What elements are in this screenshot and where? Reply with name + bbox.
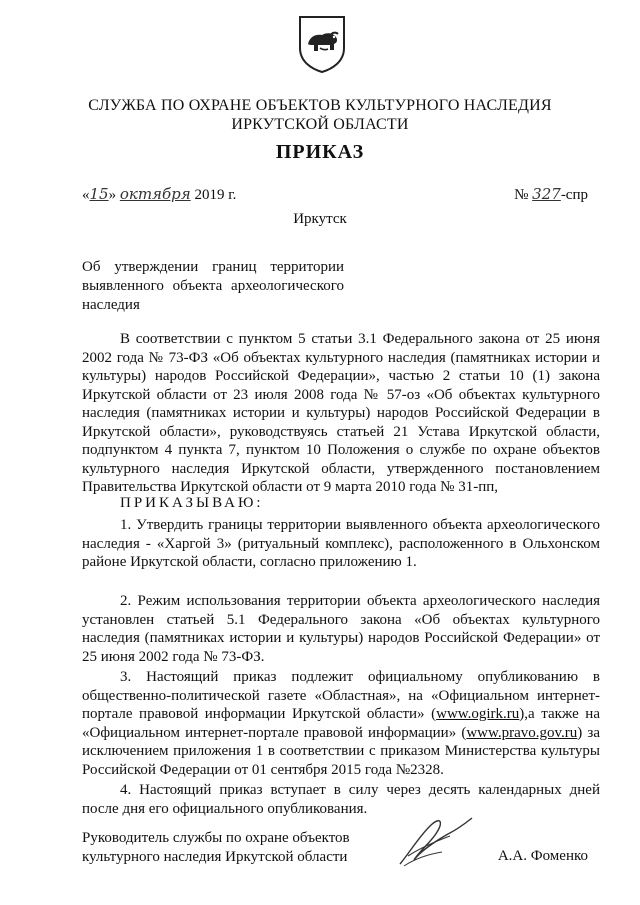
date-open-quote: « [82,187,90,203]
document-city: Иркутск [293,211,347,227]
org-name-line2: ИРКУТСКОЙ ОБЛАСТИ [231,116,409,133]
irkutsk-coat-of-arms-icon [296,14,348,74]
number-prefix: № [514,187,529,203]
signatory-position [82,829,350,867]
ogirk-link[interactable]: www.ogirk.ru [436,706,520,722]
order-item-3-text-b: ),а также на «Официальном интернет-портале правовой информации» ( [82,706,600,741]
order-item-1: 1. Утвердить границы территории выявленного объекта археологического наследия - «Харгой 3» (ритуальный комплекс), расположенного в Ольхонском районе Иркутской области, согласно приложению 1. [82,517,600,570]
number-value: 327 [532,185,561,203]
order-item-3-text-a: 3. Настоящий приказ подлежит официальному опубликованию в общественно-политической газете «Областная», на «Официальном интернет-портале правовой информации Иркутской области» ( [82,669,600,722]
date-month: октября [119,185,191,203]
order-item-3-text-c: ) за исключением приложения 1 в соответствии с приказом Министерства культуры Российской Федерации от 01 сентября 2015 года №2328. [82,724,600,778]
order-item-3 [82,668,600,779]
date-year: 2019 г. [194,187,237,203]
date-day: 15 [89,185,109,203]
order-item-2: 2. Режим использования территории объекта археологического наследия установлен статьей 5.1 Федерального закона «Об объектах культурного наследия (памятниках истории и культуры) народов Российской Федерации» от 25 июня 2002 года № 73-ФЗ. [82,593,600,665]
document-title: ПРИКАЗ [275,141,365,163]
signatory-name: А.А. Фоменко [497,848,588,864]
handwritten-signature [390,812,480,870]
document-subject: Об утверждении границ территории выявленного объекта археологического наследия [82,259,344,313]
order-heading: ПРИКАЗЫВАЮ: [120,495,264,511]
document-date [82,185,236,204]
number-suffix: -спр [560,187,588,203]
pravo-link[interactable]: www.pravo.gov.ru [466,724,578,741]
org-name-line1: СЛУЖБА ПО ОХРАНЕ ОБЪЕКТОВ КУЛЬТУРНОГО НАСЛЕДИЯ [88,97,552,114]
date-close-quote: » [108,187,117,203]
document-number [514,185,588,204]
intro-paragraph: В соответствии с пунктом 5 статьи 3.1 Федерального закона от 25 июня 2002 года № 73-ФЗ «Об объектах культурного наследия (памятниках истории и культуры) народов Российской Федерации», частью 2 статьи 10 (1) закона Иркутской области от 23 июля 2008 года № 57-оз «Об объектах культурного наследия (памятниках истории и культуры) народов Российской Федерации в Иркутской области», руководствуясь статьей 21 Устава Иркутской области, подпунктом 4 пункта 7, пунктом 10 Положения о службе по охране объектов культурного наследия Иркутской области, утвержденного постановлением Правительства Иркутской области от 9 марта 2010 года № 31-пп, [82,331,600,495]
signatory-position-line1: Руководитель службы по охране объектов [82,830,350,846]
order-item-4: 4. Настоящий приказ вступает в силу через десять календарных дней после дня его официального опубликования. [82,782,600,817]
signatory-position-line2: культурного наследия Иркутской области [82,849,348,865]
